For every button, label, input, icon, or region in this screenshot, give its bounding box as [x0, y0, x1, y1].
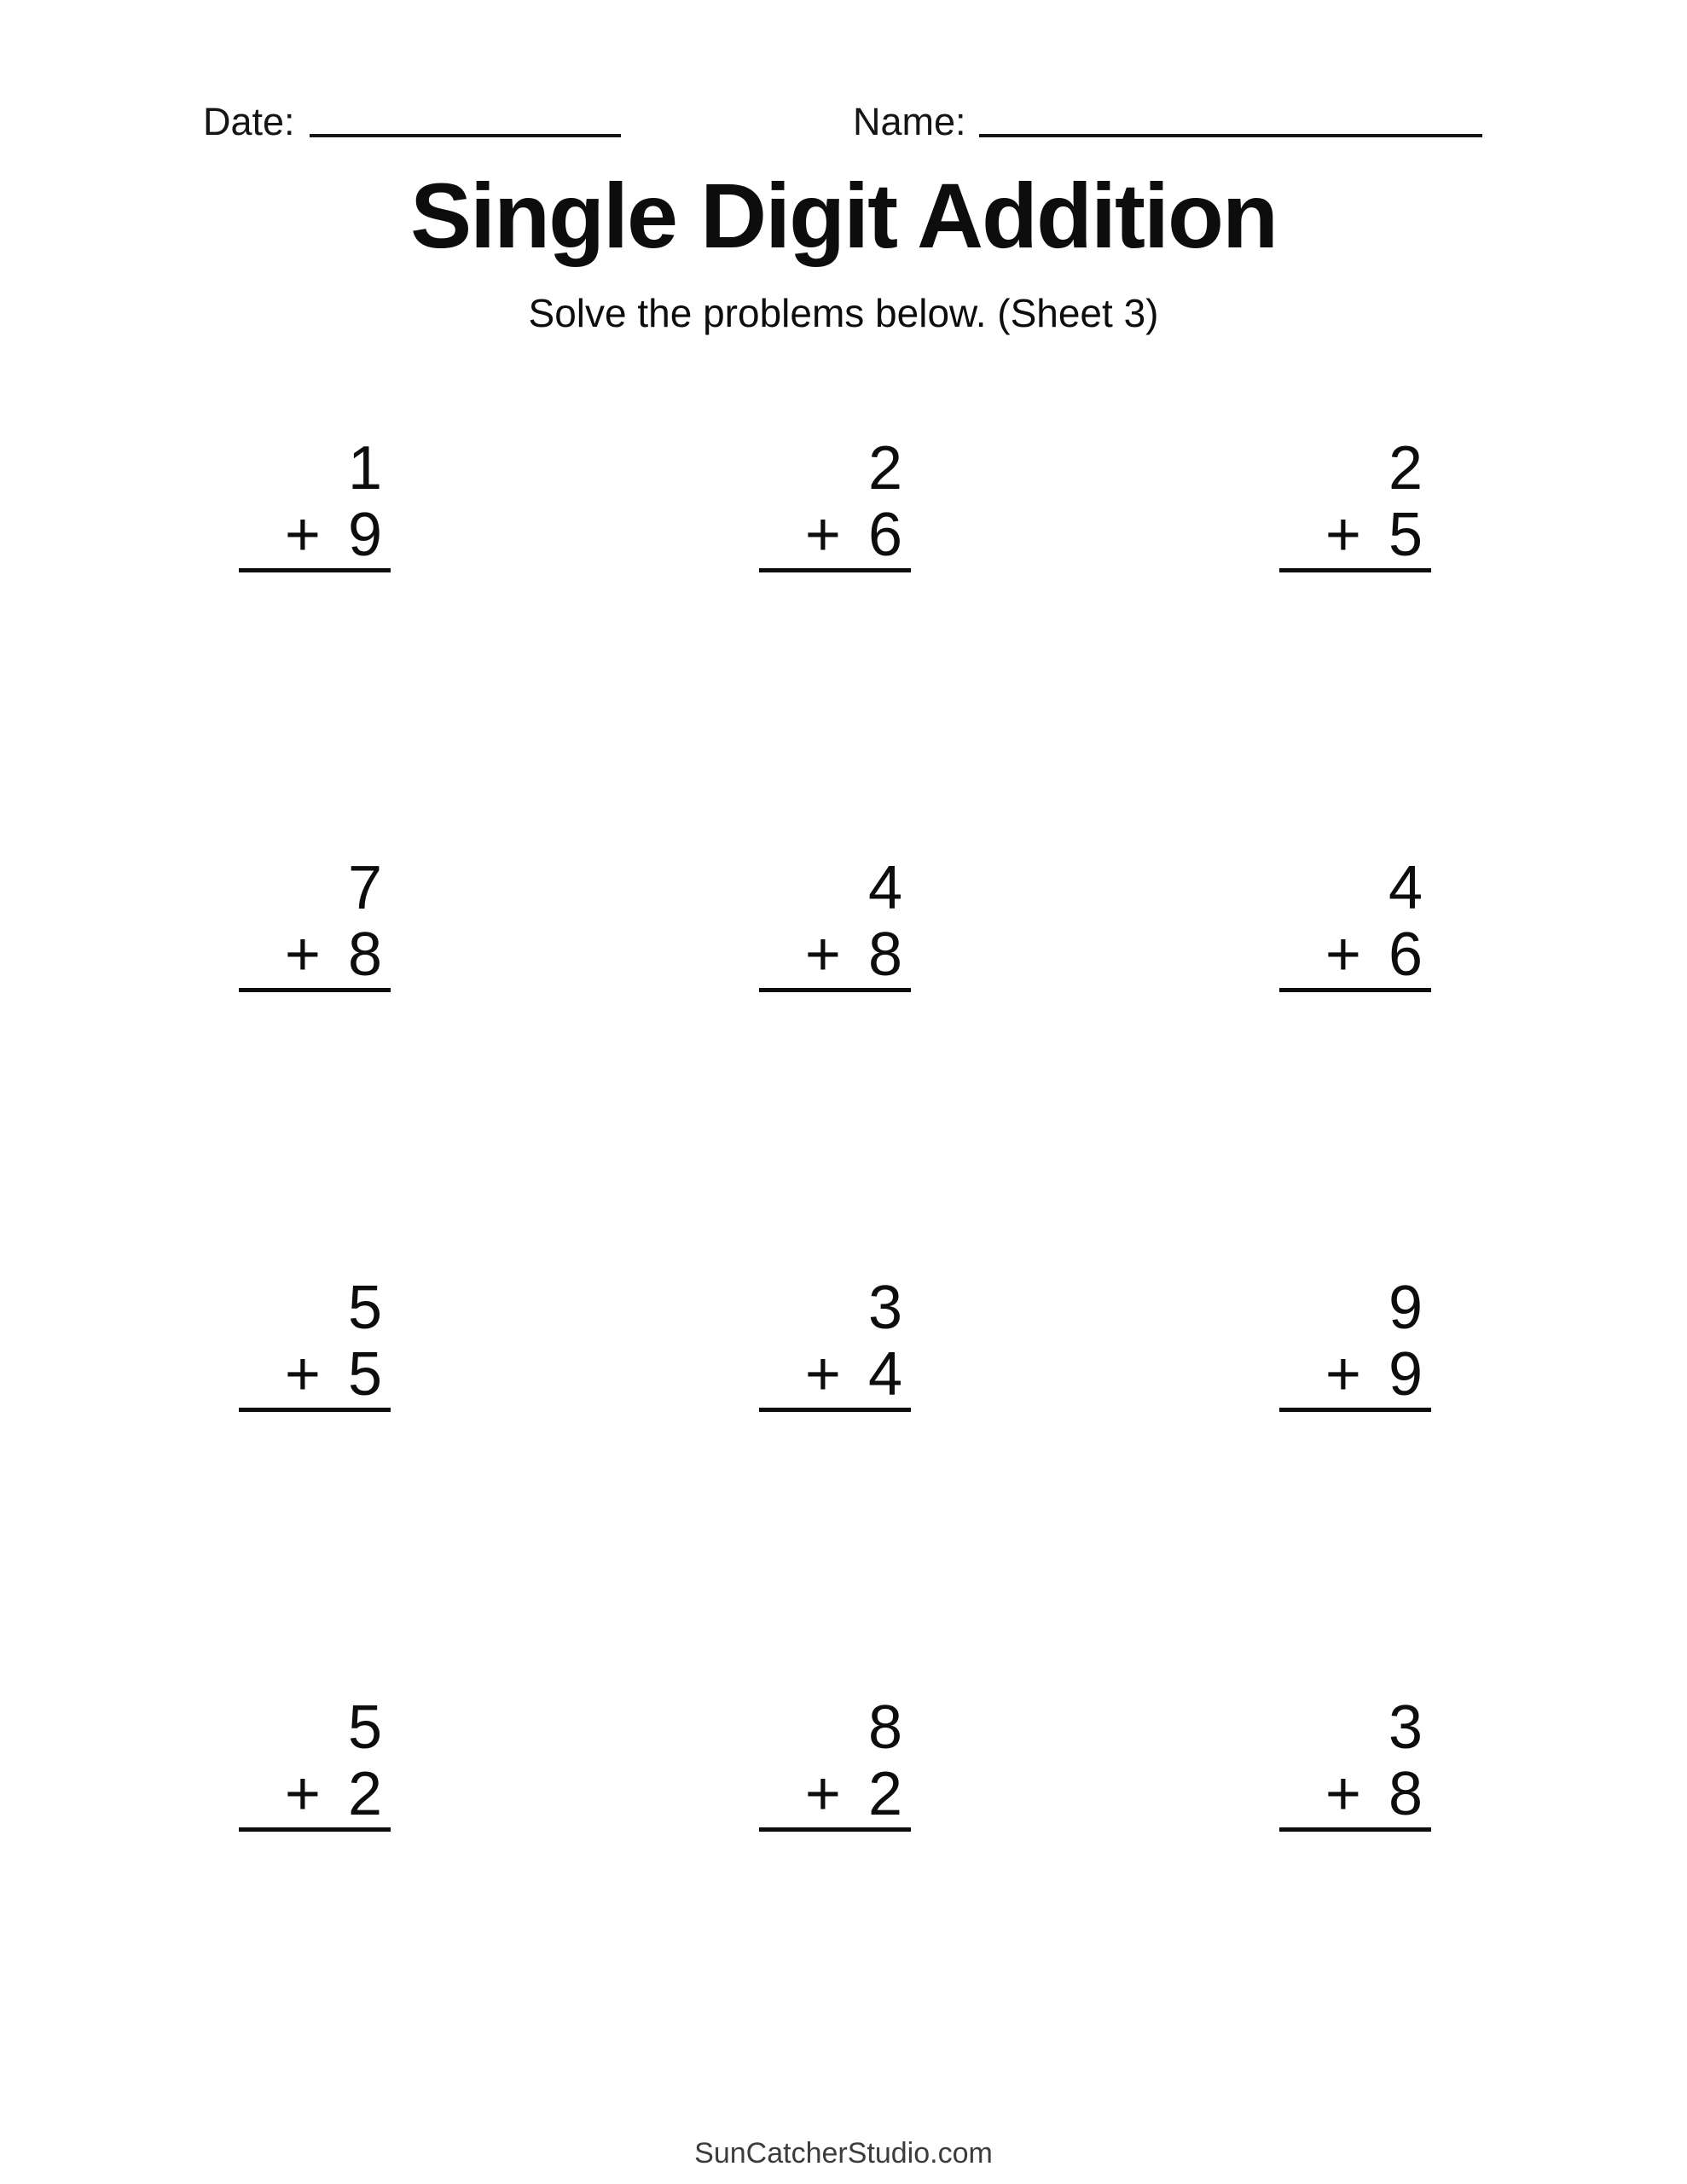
- addend-bottom: 6: [1388, 921, 1423, 989]
- addition-problem: [1279, 855, 1431, 992]
- name-fill-line: [979, 134, 1482, 137]
- addend-top: 5: [347, 1274, 382, 1342]
- addend-bottom: 6: [867, 501, 902, 569]
- addition-problem: [759, 855, 911, 992]
- plus-operator: +: [1325, 921, 1361, 989]
- addend-bottom: 9: [1388, 1340, 1423, 1409]
- footer-credit: SunCatcherStudio.com: [694, 2137, 993, 2169]
- addend-bottom: 5: [347, 1340, 382, 1409]
- addend-top: 9: [1388, 1274, 1423, 1342]
- addition-problem: [759, 1275, 911, 1412]
- date-label: Date:: [203, 100, 295, 143]
- addition-problem: [239, 1275, 391, 1412]
- addition-problem: [759, 1694, 911, 1832]
- addition-problem: [239, 855, 391, 992]
- plus-operator: +: [284, 1340, 321, 1409]
- name-label: Name:: [853, 100, 966, 143]
- plus-operator: +: [804, 921, 841, 989]
- page-subtitle: Solve the problems below. (Sheet 3): [528, 291, 1159, 335]
- addend-bottom: 4: [867, 1340, 902, 1409]
- addend-top: 2: [1388, 434, 1423, 502]
- addend-top: 7: [347, 854, 382, 922]
- addend-top: 4: [1388, 854, 1423, 922]
- plus-operator: +: [1325, 501, 1361, 569]
- plus-operator: +: [804, 501, 841, 569]
- addend-bottom: 2: [867, 1760, 902, 1828]
- addend-top: 5: [347, 1693, 382, 1762]
- addend-top: 3: [1388, 1693, 1423, 1762]
- plus-operator: +: [284, 501, 321, 569]
- addition-problem: [239, 1694, 391, 1832]
- addend-top: 8: [867, 1693, 902, 1762]
- addition-problem: [1279, 1694, 1431, 1832]
- addition-problem: [759, 435, 911, 572]
- addend-bottom: 8: [1388, 1760, 1423, 1828]
- addend-bottom: 5: [1388, 501, 1423, 569]
- addend-bottom: 2: [347, 1760, 382, 1828]
- addition-problem: [1279, 1275, 1431, 1412]
- addition-problem: [1279, 435, 1431, 572]
- page-title: Single Digit Addition: [410, 164, 1277, 267]
- addend-top: 3: [867, 1274, 902, 1342]
- plus-operator: +: [1325, 1340, 1361, 1409]
- plus-operator: +: [1325, 1760, 1361, 1828]
- addend-bottom: 8: [347, 921, 382, 989]
- date-fill-line: [310, 134, 621, 137]
- plus-operator: +: [804, 1340, 841, 1409]
- plus-operator: +: [804, 1760, 841, 1828]
- addend-top: 2: [867, 434, 902, 502]
- addition-problem: [239, 435, 391, 572]
- addend-bottom: 9: [347, 501, 382, 569]
- plus-operator: +: [284, 1760, 321, 1828]
- plus-operator: +: [284, 921, 321, 989]
- addend-top: 4: [867, 854, 902, 922]
- addend-top: 1: [347, 434, 382, 502]
- addend-bottom: 8: [867, 921, 902, 989]
